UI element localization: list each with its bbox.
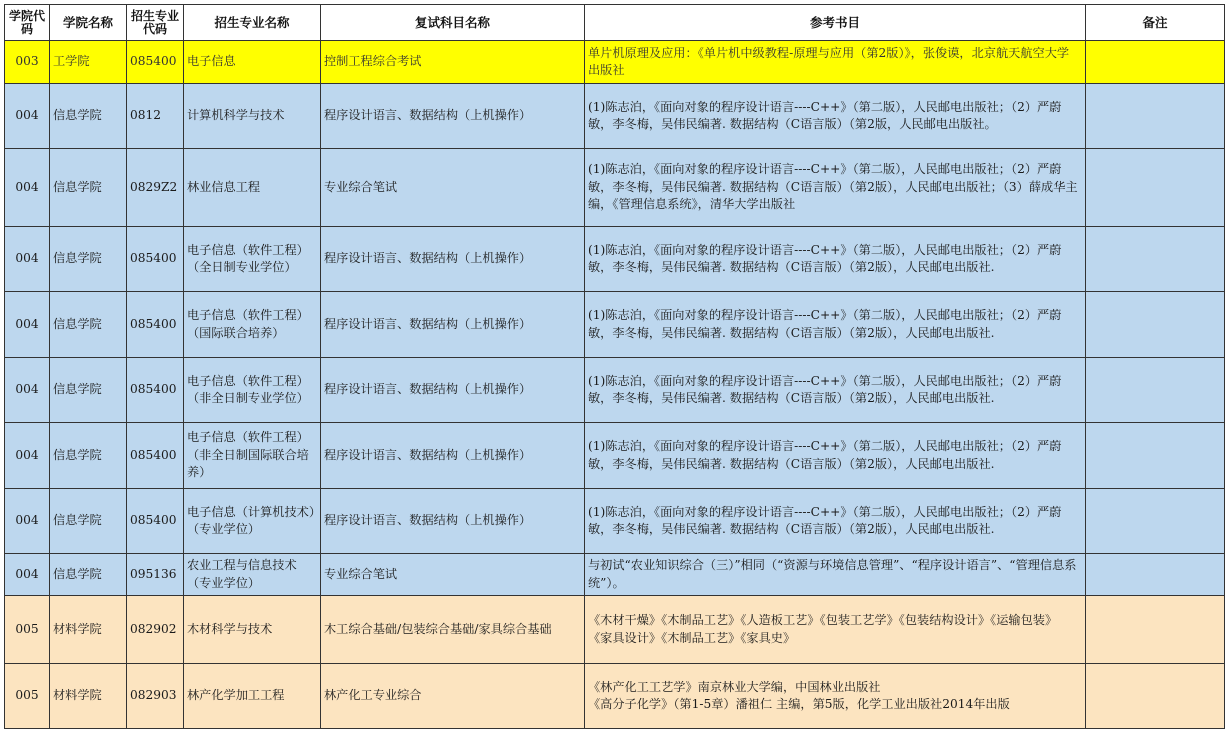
major-code-cell: 082903 (127, 664, 184, 729)
major-name-cell: 农业工程与信息技术（专业学位） (184, 554, 321, 596)
references-cell: 《林产化工工艺学》南京林业大学编，中国林业出版社 《高分子化学》（第1-5章）潘祖仁 主编，第5版，化学工业出版社2014年出版 (585, 664, 1086, 729)
references-cell: 《木材干燥》《木制品工艺》《人造板工艺》《包装工艺学》《包装结构设计》《运输包装》 《家具设计》《木制品工艺》《家具史》 (585, 596, 1086, 664)
references-cell: 与初试“农业知识综合（三）”相同（“资源与环境信息管理”、“程序设计语言”、“管理信息系统”）。 (585, 554, 1086, 596)
major-name-cell: 电子信息（软件工程）（全日制专业学位） (184, 227, 321, 292)
header-major-name: 招生专业名称 (184, 5, 321, 41)
major-code-cell: 082902 (127, 596, 184, 664)
college-code-cell: 003 (5, 41, 50, 84)
college-code-cell: 004 (5, 554, 50, 596)
references-cell: (1)陈志泊，《面向对象的程序设计语言----C++》（第二版），人民邮电出版社；（2）严蔚敏，李冬梅，吴伟民编著. 数据结构（C语言版）（第2版），人民邮电出版社. (585, 423, 1086, 489)
major-name-cell: 电子信息 (184, 41, 321, 84)
admission-table (4, 4, 1225, 729)
major-code-cell: 0812 (127, 84, 184, 149)
table-row (5, 596, 1225, 664)
college-code-cell: 005 (5, 664, 50, 729)
college-name-cell: 材料学院 (50, 596, 127, 664)
references-cell: (1)陈志泊，《面向对象的程序设计语言----C++》（第二版），人民邮电出版社；（2）严蔚敏，李冬梅，吴伟民编著. 数据结构（C语言版）（第2版，人民邮电出版社。 (585, 84, 1086, 149)
table-row (5, 423, 1225, 489)
exam-subject-cell: 专业综合笔试 (321, 149, 585, 227)
major-code-cell: 085400 (127, 41, 184, 84)
exam-subject-cell: 木工综合基础/包装综合基础/家具综合基础 (321, 596, 585, 664)
college-name-cell: 信息学院 (50, 554, 127, 596)
major-code-cell: 085400 (127, 358, 184, 423)
exam-subject-cell: 程序设计语言、数据结构（上机操作） (321, 292, 585, 358)
college-name-cell: 材料学院 (50, 664, 127, 729)
header-major-code: 招生专业代码 (127, 5, 184, 41)
exam-subject-cell: 控制工程综合考试 (321, 41, 585, 84)
major-code-cell: 085400 (127, 292, 184, 358)
references-cell: (1)陈志泊，《面向对象的程序设计语言----C++》（第二版），人民邮电出版社；（2）严蔚敏，李冬梅，吴伟民编著. 数据结构（C语言版）（第2版），人民邮电出版社；（3）薛成华主编，《管理信息系统》，清华大学出版社 (585, 149, 1086, 227)
table-row (5, 84, 1225, 149)
notes-cell (1086, 149, 1225, 227)
notes-cell (1086, 664, 1225, 729)
college-name-cell: 工学院 (50, 41, 127, 84)
table-row (5, 664, 1225, 729)
exam-subject-cell: 程序设计语言、数据结构（上机操作） (321, 358, 585, 423)
college-code-cell: 004 (5, 358, 50, 423)
college-code-cell: 004 (5, 149, 50, 227)
college-code-cell: 004 (5, 423, 50, 489)
college-code-cell: 004 (5, 227, 50, 292)
exam-subject-cell: 程序设计语言、数据结构（上机操作） (321, 227, 585, 292)
exam-subject-cell: 程序设计语言、数据结构（上机操作） (321, 423, 585, 489)
table-row (5, 41, 1225, 84)
header-college-name: 学院名称 (50, 5, 127, 41)
college-code-cell: 004 (5, 489, 50, 554)
major-name-cell: 电子信息（软件工程）（国际联合培养） (184, 292, 321, 358)
major-name-cell: 电子信息（软件工程）（非全日制国际联合培养） (184, 423, 321, 489)
major-name-cell: 电子信息（软件工程）（非全日制专业学位） (184, 358, 321, 423)
notes-cell (1086, 489, 1225, 554)
major-name-cell: 林业信息工程 (184, 149, 321, 227)
notes-cell (1086, 41, 1225, 84)
table-row (5, 149, 1225, 227)
header-college-code: 学院代码 (5, 5, 50, 41)
notes-cell (1086, 84, 1225, 149)
college-code-cell: 004 (5, 292, 50, 358)
major-name-cell: 电子信息（计算机技术）（专业学位） (184, 489, 321, 554)
references-cell: (1)陈志泊，《面向对象的程序设计语言----C++》（第二版），人民邮电出版社；（2）严蔚敏，李冬梅，吴伟民编著. 数据结构（C语言版）（第2版），人民邮电出版社. (585, 358, 1086, 423)
notes-cell (1086, 423, 1225, 489)
college-name-cell: 信息学院 (50, 227, 127, 292)
table-row (5, 358, 1225, 423)
major-code-cell: 085400 (127, 423, 184, 489)
college-code-cell: 004 (5, 84, 50, 149)
major-code-cell: 085400 (127, 227, 184, 292)
major-name-cell: 计算机科学与技术 (184, 84, 321, 149)
notes-cell (1086, 358, 1225, 423)
college-name-cell: 信息学院 (50, 149, 127, 227)
college-name-cell: 信息学院 (50, 489, 127, 554)
exam-subject-cell: 林产化工专业综合 (321, 664, 585, 729)
header-row (5, 5, 1225, 41)
notes-cell (1086, 292, 1225, 358)
notes-cell (1086, 554, 1225, 596)
table-row (5, 489, 1225, 554)
table-row (5, 227, 1225, 292)
major-name-cell: 林产化学加工工程 (184, 664, 321, 729)
header-exam-subject: 复试科目名称 (321, 5, 585, 41)
major-code-cell: 0829Z2 (127, 149, 184, 227)
table-row (5, 554, 1225, 596)
college-name-cell: 信息学院 (50, 292, 127, 358)
major-code-cell: 095136 (127, 554, 184, 596)
references-cell: 单片机原理及应用：《单片机中级教程-原理与应用（第2版）》，张俊谟，北京航天航空大学出版社 (585, 41, 1086, 84)
college-name-cell: 信息学院 (50, 358, 127, 423)
table-row (5, 292, 1225, 358)
exam-subject-cell: 程序设计语言、数据结构（上机操作） (321, 84, 585, 149)
exam-subject-cell: 程序设计语言、数据结构（上机操作） (321, 489, 585, 554)
header-notes: 备注 (1086, 5, 1225, 41)
references-cell: (1)陈志泊，《面向对象的程序设计语言----C++》（第二版），人民邮电出版社；（2）严蔚敏，李冬梅，吴伟民编著. 数据结构（C语言版）（第2版），人民邮电出版社. (585, 489, 1086, 554)
header-references: 参考书目 (585, 5, 1086, 41)
major-code-cell: 085400 (127, 489, 184, 554)
exam-subject-cell: 专业综合笔试 (321, 554, 585, 596)
notes-cell (1086, 596, 1225, 664)
references-cell: (1)陈志泊，《面向对象的程序设计语言----C++》（第二版），人民邮电出版社；（2）严蔚敏，李冬梅，吴伟民编著. 数据结构（C语言版）（第2版），人民邮电出版社. (585, 292, 1086, 358)
college-name-cell: 信息学院 (50, 423, 127, 489)
notes-cell (1086, 227, 1225, 292)
references-cell: (1)陈志泊，《面向对象的程序设计语言----C++》（第二版），人民邮电出版社；（2）严蔚敏，李冬梅，吴伟民编著. 数据结构（C语言版）（第2版），人民邮电出版社. (585, 227, 1086, 292)
college-code-cell: 005 (5, 596, 50, 664)
college-name-cell: 信息学院 (50, 84, 127, 149)
major-name-cell: 木材科学与技术 (184, 596, 321, 664)
